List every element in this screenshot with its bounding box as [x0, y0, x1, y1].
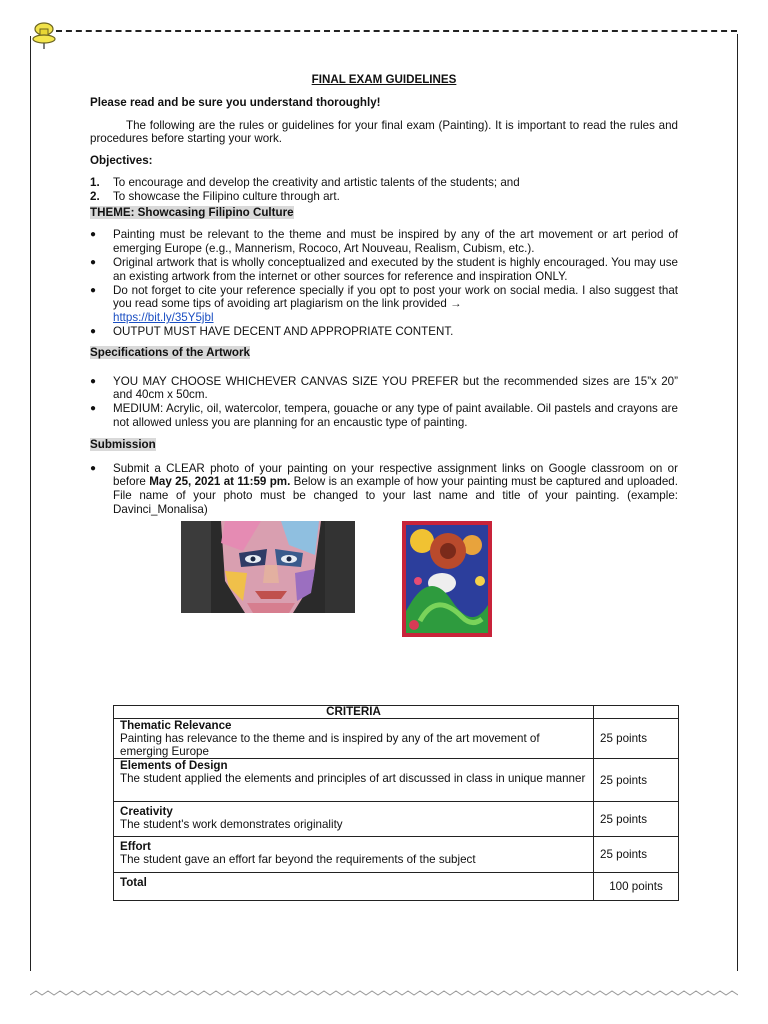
criteria-table	[113, 705, 679, 901]
points-header	[594, 706, 679, 719]
list-item: 1. To encourage and develop the creativity and artistic talents of the students; and	[90, 175, 520, 189]
document-body	[90, 70, 678, 645]
objectives-list	[90, 176, 678, 204]
page-top-dashed-border	[56, 30, 737, 32]
table-row: Thematic Relevance Painting has relevance to the theme and is inspired by any of the art movement of emerging Europe 25 points	[114, 719, 679, 759]
instruction-text: Please read and be sure you understand thoroughly!	[90, 95, 381, 109]
example-painting-flowers-image	[402, 521, 492, 637]
page-left-border	[30, 36, 31, 971]
total-label: Total	[120, 876, 147, 889]
list-item: ● Painting must be relevant to the theme and must be inspired by any of the art movement or art period of emerging Europe (e.g., Mannerism, Rococo, Art Nouveau, Realism, Cubism, etc.).	[90, 228, 678, 256]
page-bottom-torn-edge	[30, 990, 738, 1000]
criteria-header: CRITERIA	[114, 706, 594, 719]
table-row: Creativity The student's work demonstrates originality 25 points	[114, 802, 679, 837]
table-row	[114, 873, 679, 901]
objectives-heading: Objectives:	[90, 154, 153, 168]
intro-paragraph: The following are the rules or guidelines for your final exam (Painting). It is important to read the rules and procedures before starting your work.	[90, 118, 678, 146]
list-item: ● Do not forget to cite your reference specially if you opt to post your work on social media. I also suggest that you read some tips of avoiding art plagiarism on the link provided → https://bit.ly/35Y5jbl	[90, 283, 678, 325]
example-photos	[90, 517, 678, 645]
table-row: Effort The student gave an effort far beyond the requirements of the subject 25 points	[114, 837, 679, 873]
list-item: ● OUTPUT MUST HAVE DECENT AND APPROPRIATE CONTENT.	[90, 324, 454, 338]
page-right-border	[737, 34, 738, 971]
theme-heading: THEME: Showcasing Filipino Culture	[90, 205, 294, 219]
submission-heading: Submission	[90, 437, 156, 451]
specs-list	[90, 375, 678, 430]
list-item: ● Submit a CLEAR photo of your painting on your respective assignment links on Google classroom on or before May 25, 2021 at 11:59 pm. Below is an example of how your painting must be captured and uploaded. File name of your photo must be changed to your last name and title of your painting. (example: Davinci_Monalisa)	[90, 461, 678, 516]
page-title: FINAL EXAM GUIDELINES	[311, 73, 457, 86]
deadline-text: May 25, 2021 at 11:59 pm.	[149, 475, 291, 489]
list-item: ● YOU MAY CHOOSE WHICHEVER CANVAS SIZE YOU PREFER but the recommended sizes are 15”x 20” and 40cm x 50cm.	[90, 374, 678, 402]
list-item: 2. To showcase the Filipino culture through art.	[90, 189, 340, 203]
specs-heading: Specifications of the Artwork	[90, 345, 250, 359]
plagiarism-tips-link[interactable]: https://bit.ly/35Y5jbl	[113, 311, 214, 325]
example-painting-face-image	[181, 521, 355, 613]
pushpin-icon	[31, 20, 59, 50]
total-points: 100 points	[594, 873, 679, 901]
table-row: Elements of Design The student applied the elements and principles of art discussed in class in unique manner 25 points	[114, 759, 679, 802]
list-item: ● Original artwork that is wholly conceptualized and executed by the student is highly encouraged. You may use an existing artwork from the internet or other sources for reference and inspiration ONLY.	[90, 255, 678, 283]
submission-list	[90, 462, 678, 517]
list-item: ● MEDIUM: Acrylic, oil, watercolor, tempera, gouache or any type of paint available. Oil pastels and crayons are not allowed unless you are planning for an encaustic type of painting.	[90, 402, 678, 429]
theme-list	[90, 228, 678, 338]
